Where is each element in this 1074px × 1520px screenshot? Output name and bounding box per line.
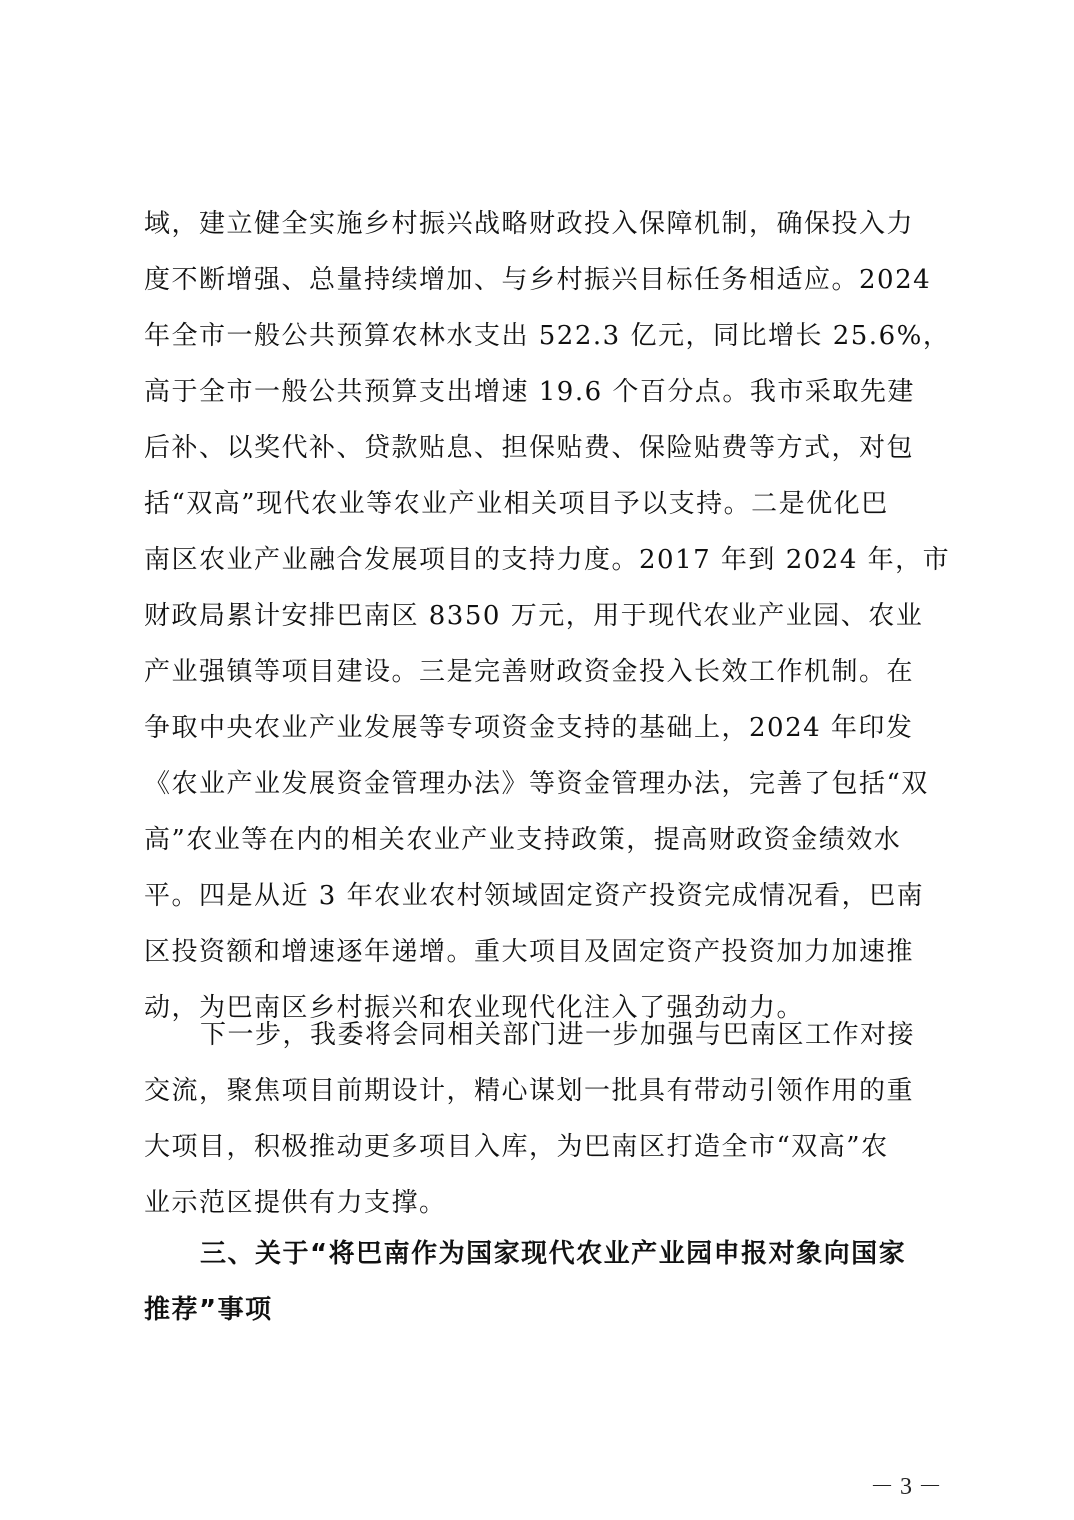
- text-line: 区投资额和增速逐年递增。重大项目及固定资产投资加力加速推: [144, 937, 915, 967]
- text-line: 南区农业产业融合发展项目的支持力度。2017 年到 2024 年，市: [144, 545, 951, 575]
- page-number: － 3 －: [870, 1474, 942, 1500]
- text-line: 交流，聚焦项目前期设计，精心谋划一批具有带动引领作用的重: [144, 1076, 915, 1106]
- text-line: 动，为巴南区乡村振兴和农业现代化注入了强劲动力。: [144, 993, 805, 1023]
- section-heading: [144, 1226, 944, 1338]
- text-line: 《农业产业发展资金管理办法》等资金管理办法，完善了包括“双: [144, 769, 929, 799]
- text-line: 平。四是从近 3 年农业农村领域固定资产投资完成情况看，巴南: [144, 881, 925, 911]
- text-line: 业示范区提供有力支撑。: [144, 1188, 447, 1218]
- text-line: 财政局累计安排巴南区 8350 万元，用于现代农业产业园、农业: [144, 601, 924, 631]
- body-paragraph-2: [144, 1007, 944, 1231]
- heading-line: 推荐”事项: [144, 1295, 273, 1325]
- heading-line: 三、关于“将巴南作为国家现代农业产业园申报对象向国家: [200, 1239, 907, 1269]
- text-line: 括“双高”现代农业等农业产业相关项目予以支持。二是优化巴: [144, 489, 889, 519]
- text-line: 争取中央农业产业发展等专项资金支持的基础上，2024 年印发: [144, 713, 914, 743]
- text-line: 产业强镇等项目建设。三是完善财政资金投入长效工作机制。在: [144, 657, 915, 687]
- text-line: 高于全市一般公共预算支出增速 19.6 个百分点。我市采取先建: [144, 377, 915, 407]
- text-line: 度不断增强、总量持续增加、与乡村振兴目标任务相适应。2024: [144, 265, 932, 295]
- text-line: 后补、以奖代补、贷款贴息、担保贴费、保险贴费等方式，对包: [144, 433, 915, 463]
- text-line: 高”农业等在内的相关农业产业支持政策，提高财政资金绩效水: [144, 825, 902, 855]
- text-line: 域，建立健全实施乡村振兴战略财政投入保障机制，确保投入力: [144, 209, 915, 239]
- text-line: 年全市一般公共预算农林水支出 522.3 亿元，同比增长 25.6%，: [144, 321, 951, 351]
- text-line: 下一步，我委将会同相关部门进一步加强与巴南区工作对接: [200, 1020, 916, 1050]
- body-paragraph-1: [144, 196, 951, 1036]
- text-line: 大项目，积极推动更多项目入库，为巴南区打造全市“双高”农: [144, 1132, 889, 1162]
